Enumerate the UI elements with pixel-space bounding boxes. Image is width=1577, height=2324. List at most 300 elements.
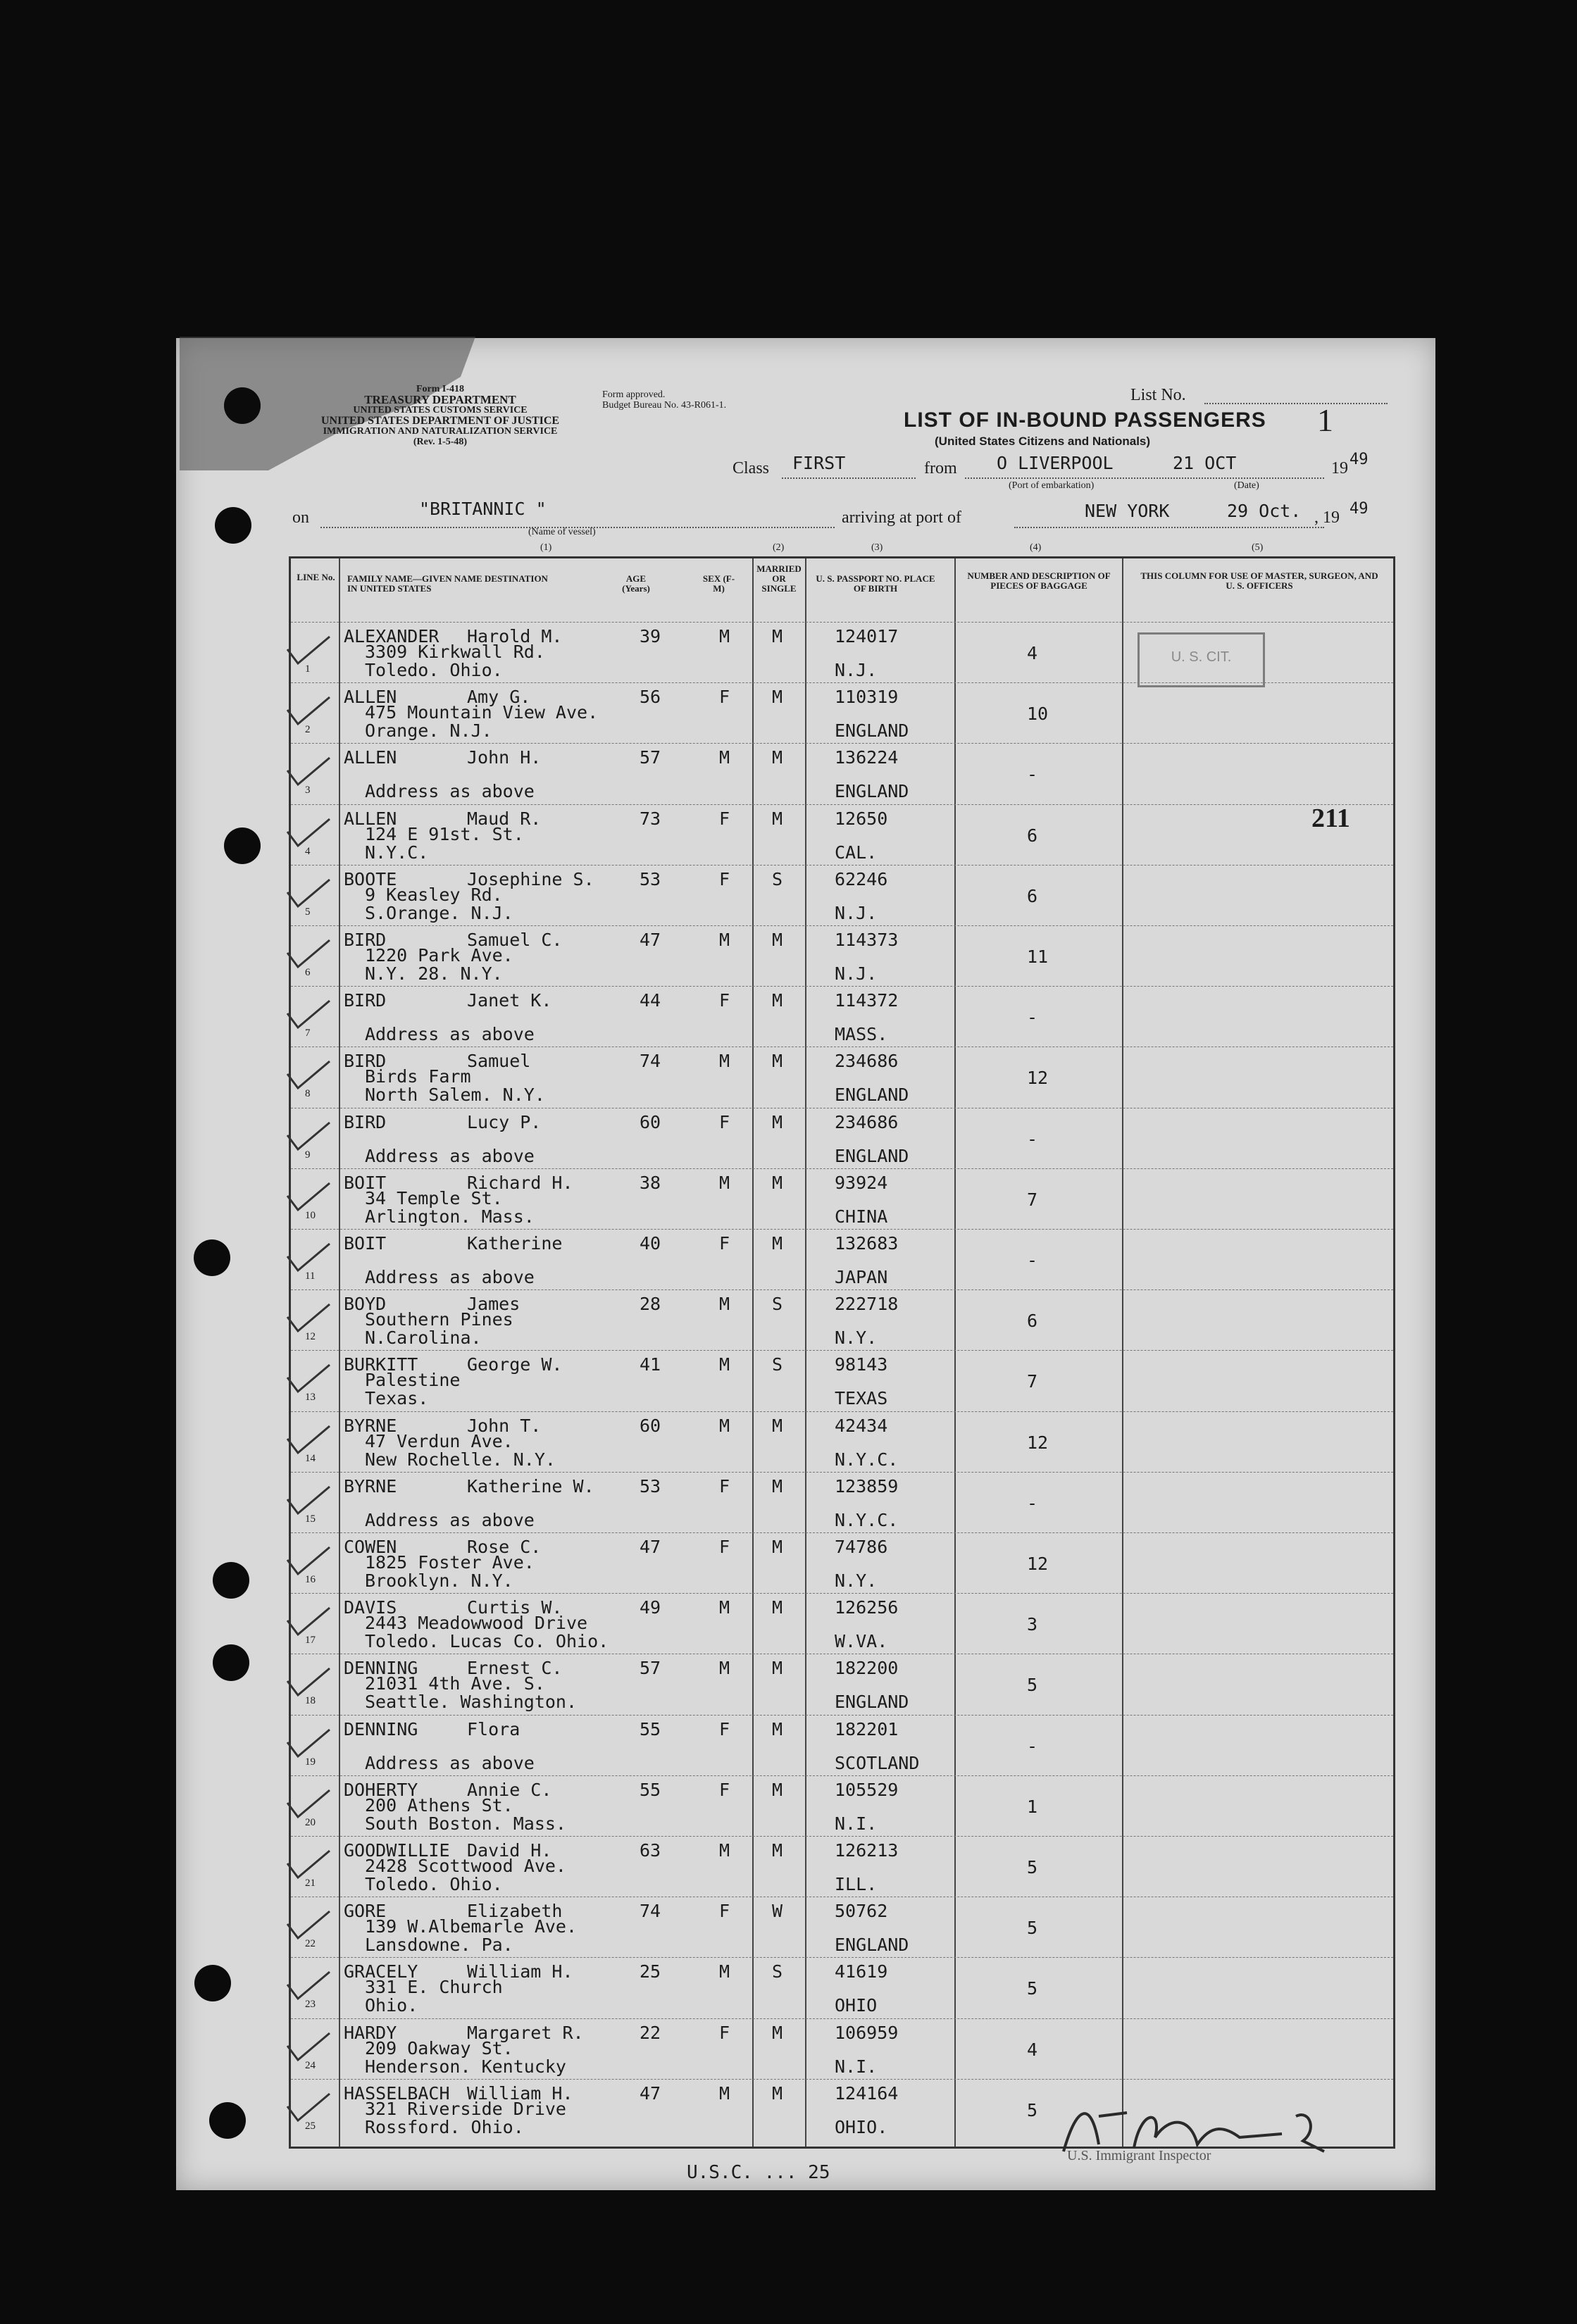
address-line-2: Address as above xyxy=(365,1267,535,1287)
marital-status: M xyxy=(772,930,783,950)
age: 73 xyxy=(640,808,661,829)
sex: M xyxy=(719,1354,730,1375)
baggage-count: - xyxy=(1027,1007,1038,1028)
place-of-birth: JAPAN xyxy=(835,1267,888,1287)
place-of-birth: N.Y.C. xyxy=(835,1509,899,1530)
table-row xyxy=(291,1108,1393,1169)
family-name: BOIT xyxy=(344,1233,387,1254)
passport-number: 114372 xyxy=(835,990,899,1011)
address-line-2: Toledo. Ohio. xyxy=(365,1874,503,1894)
table-row xyxy=(291,986,1393,1047)
table-row xyxy=(291,682,1393,744)
arriving-label: arriving at port of xyxy=(842,508,961,527)
footer-count: U.S.C. ... 25 xyxy=(687,2162,830,2183)
address-line-1: 124 E 91st. St. xyxy=(365,823,524,844)
passport-number: 136224 xyxy=(835,747,899,768)
embark-year: 49 xyxy=(1350,451,1369,468)
marital-status: S xyxy=(772,868,783,889)
class-value: FIRST xyxy=(792,453,846,473)
line-number: 1 xyxy=(305,663,311,675)
place-of-birth: ENGLAND xyxy=(835,1692,909,1713)
passport-number: 126213 xyxy=(835,1840,899,1861)
passport-number: 124017 xyxy=(835,626,899,646)
check-mark-icon xyxy=(284,999,333,1035)
header-name: FAMILY NAME—GIVEN NAME DESTINATION IN UNITED STATES xyxy=(347,573,548,594)
table-row xyxy=(291,804,1393,866)
age: 57 xyxy=(640,747,661,768)
sex: M xyxy=(719,1840,730,1861)
check-mark-icon xyxy=(284,878,333,913)
age: 57 xyxy=(640,1658,661,1679)
address-line-1: 21031 4th Ave. S. xyxy=(365,1673,545,1694)
sex: M xyxy=(719,1051,730,1072)
marginal-number: 211 xyxy=(1311,804,1350,833)
us-citizen-stamp: U. S. CIT. xyxy=(1137,632,1265,687)
check-mark-icon xyxy=(284,1182,333,1217)
place-of-birth: ILL. xyxy=(835,1874,878,1894)
sex: F xyxy=(719,808,730,829)
passport-number: 93924 xyxy=(835,1172,888,1193)
marital-status: M xyxy=(772,1840,783,1861)
arrival-year: 49 xyxy=(1350,500,1369,518)
age: 22 xyxy=(640,2022,661,2043)
table-row xyxy=(291,1654,1393,1715)
col-num-1: (1) xyxy=(540,542,552,553)
passport-number: 222718 xyxy=(835,1294,899,1315)
marital-status: M xyxy=(772,2022,783,2043)
sex: M xyxy=(719,626,730,646)
given-name: Annie C. xyxy=(467,1779,552,1800)
place-of-birth: ENGLAND xyxy=(835,1935,909,1956)
check-mark-icon xyxy=(284,2032,333,2067)
baggage-count: 7 xyxy=(1027,1371,1038,1392)
address-line-1: Palestine xyxy=(365,1370,461,1391)
address-line-2: S.Orange. N.J. xyxy=(365,902,513,923)
check-mark-icon xyxy=(284,818,333,853)
baggage-count: 4 xyxy=(1027,643,1038,663)
passport-number: 123859 xyxy=(835,1475,899,1497)
age: 47 xyxy=(640,930,661,950)
given-name: Josephine S. xyxy=(467,868,594,889)
marital-status: M xyxy=(772,808,783,829)
family-name: HARDY xyxy=(344,2022,397,2043)
line-number: 12 xyxy=(305,1331,316,1343)
address-line-1: 34 Temple St. xyxy=(365,1187,503,1208)
table-row xyxy=(291,1472,1393,1533)
line-number: 4 xyxy=(305,845,311,857)
age: 55 xyxy=(640,1718,661,1739)
line-number: 5 xyxy=(305,906,311,918)
address-line-1: 1825 Foster Ave. xyxy=(365,1552,535,1573)
passport-number: 98143 xyxy=(835,1354,888,1375)
place-of-birth: N.Y.C. xyxy=(835,1449,899,1470)
given-name: Maud R. xyxy=(467,808,542,829)
family-name: GRACELY xyxy=(344,1961,418,1982)
place-of-birth: ENGLAND xyxy=(835,1085,909,1106)
given-name: Katherine xyxy=(467,1233,563,1254)
given-name: Richard H. xyxy=(467,1172,573,1193)
address-line-2: Orange. N.J. xyxy=(365,720,492,742)
col-num-5: (5) xyxy=(1252,542,1264,553)
header-passport: U. S. PASSPORT NO. PLACE OF BIRTH xyxy=(816,573,935,594)
marital-status: M xyxy=(772,687,783,708)
header-line-no: LINE No. xyxy=(297,572,335,582)
address-line-2: Toledo. Lucas Co. Ohio. xyxy=(365,1631,609,1652)
address-line-1: Birds Farm xyxy=(365,1066,471,1087)
passport-number: 50762 xyxy=(835,1901,888,1922)
table-row xyxy=(291,743,1393,804)
passenger-table xyxy=(289,556,1395,2149)
punch-hole xyxy=(194,1965,231,2001)
check-mark-icon xyxy=(284,1606,333,1642)
family-name: ALLEN xyxy=(344,687,397,708)
place-of-birth: OHIO xyxy=(835,1995,878,2016)
passport-number: 42434 xyxy=(835,1415,888,1436)
age: 47 xyxy=(640,1537,661,1557)
address-line-2: New Rochelle. N.Y. xyxy=(365,1449,556,1470)
line-number: 22 xyxy=(305,1938,316,1950)
given-name: Curtis W. xyxy=(467,1597,563,1618)
sex: F xyxy=(719,990,730,1011)
sex: M xyxy=(719,1597,730,1618)
line-number: 19 xyxy=(305,1756,316,1768)
vessel-name: "BRITANNIC " xyxy=(419,499,547,519)
place-of-birth: N.J. xyxy=(835,660,878,680)
form-approval xyxy=(602,389,785,411)
baggage-count: 11 xyxy=(1027,947,1049,967)
table-row xyxy=(291,1593,1393,1654)
port-caption: (Port of embarkation) xyxy=(1009,480,1095,491)
sex: F xyxy=(719,2022,730,2043)
baggage-count: 12 xyxy=(1027,1554,1049,1574)
customs-service: UNITED STATES CUSTOMS SERVICE xyxy=(353,405,528,416)
baggage-count: 10 xyxy=(1027,704,1049,725)
line-number: 24 xyxy=(305,2059,316,2071)
family-name: BYRNE xyxy=(344,1415,397,1436)
table-row xyxy=(291,2018,1393,2080)
place-of-birth: N.Y. xyxy=(835,1570,878,1591)
baggage-count: 7 xyxy=(1027,1189,1038,1210)
age: 53 xyxy=(640,1475,661,1497)
baggage-count: 5 xyxy=(1027,2099,1038,2120)
table-row xyxy=(291,925,1393,987)
table-row xyxy=(291,1897,1393,1958)
document-subtitle: (United States Citizens and Nationals) xyxy=(935,435,1151,448)
address-line-1: 1220 Park Ave. xyxy=(365,945,513,966)
given-name: Margaret R. xyxy=(467,2022,584,2043)
passport-number: 234686 xyxy=(835,1111,899,1132)
place-of-birth: CHINA xyxy=(835,1206,888,1227)
document-title: LIST OF IN-BOUND PASSENGERS xyxy=(904,408,1266,432)
given-name: William H. xyxy=(467,1961,573,1982)
line-number: 16 xyxy=(305,1574,316,1585)
punch-hole xyxy=(215,507,251,544)
family-name: BIRD xyxy=(344,930,387,950)
age: 60 xyxy=(640,1111,661,1132)
age: 47 xyxy=(640,2082,661,2104)
check-mark-icon xyxy=(284,1728,333,1763)
given-name: William H. xyxy=(467,2082,573,2104)
sex: M xyxy=(719,1172,730,1193)
embarkation-date: 21 OCT xyxy=(1173,453,1237,473)
sex: M xyxy=(719,1961,730,1982)
sex: F xyxy=(719,1901,730,1922)
sex: M xyxy=(719,1415,730,1436)
address-line-2: Arlington. Mass. xyxy=(365,1206,535,1227)
check-mark-icon xyxy=(284,1060,333,1095)
address-line-1: 331 E. Church xyxy=(365,1977,503,1998)
address-line-2: Seattle. Washington. xyxy=(365,1692,578,1713)
line-number: 8 xyxy=(305,1088,311,1100)
sex: M xyxy=(719,2082,730,2104)
line-number: 2 xyxy=(305,724,311,736)
place-of-birth: N.J. xyxy=(835,902,878,923)
passport-number: 124164 xyxy=(835,2082,899,2104)
table-row xyxy=(291,1350,1393,1411)
address-line-1: 475 Mountain View Ave. xyxy=(365,702,599,723)
punch-hole xyxy=(224,387,261,424)
baggage-count: 5 xyxy=(1027,1675,1038,1696)
given-name: Ernest C. xyxy=(467,1658,563,1679)
place-of-birth: TEXAS xyxy=(835,1388,888,1409)
address-line-1: 2428 Scottwood Ave. xyxy=(365,1856,566,1876)
sex: F xyxy=(719,868,730,889)
marital-status: M xyxy=(772,1111,783,1132)
baggage-count: 6 xyxy=(1027,1311,1038,1332)
address-line-1: Southern Pines xyxy=(365,1309,513,1330)
family-name: DOHERTY xyxy=(344,1779,418,1800)
header-sex: SEX (F-M) xyxy=(702,573,735,594)
check-mark-icon xyxy=(284,1789,333,1824)
passport-number: 234686 xyxy=(835,1051,899,1072)
place-of-birth: N.I. xyxy=(835,2056,878,2077)
check-mark-icon xyxy=(284,1485,333,1520)
family-name: DAVIS xyxy=(344,1597,397,1618)
check-mark-icon xyxy=(284,1970,333,2006)
sex: F xyxy=(719,1475,730,1497)
line-number: 23 xyxy=(305,1999,316,2011)
age: 60 xyxy=(640,1415,661,1436)
punch-hole xyxy=(194,1239,230,1276)
line-number: 18 xyxy=(305,1695,316,1707)
col-num-4: (4) xyxy=(1030,542,1042,553)
check-mark-icon xyxy=(284,696,333,731)
table-row xyxy=(291,1957,1393,2018)
address-line-2: N.Y.C. xyxy=(365,842,429,863)
header-officers: THIS COLUMN FOR USE OF MASTER, SURGEON, AND U. S. OFFICERS xyxy=(1140,570,1378,591)
family-name: BIRD xyxy=(344,1111,387,1132)
baggage-count: 5 xyxy=(1027,1918,1038,1939)
address-line-1: 3309 Kirkwall Rd. xyxy=(365,642,545,662)
given-name: Harold M. xyxy=(467,626,563,646)
marital-status: S xyxy=(772,1961,783,1982)
address-line-2: Address as above xyxy=(365,1145,535,1166)
marital-status: M xyxy=(772,1415,783,1436)
place-of-birth: MASS. xyxy=(835,1024,888,1045)
from-label: from xyxy=(924,459,957,477)
family-name: DENNING xyxy=(344,1658,418,1679)
department-header xyxy=(285,384,595,447)
marital-status: M xyxy=(772,1658,783,1679)
arrival-year-prefix: , 19 xyxy=(1314,508,1340,527)
sex: F xyxy=(719,1111,730,1132)
baggage-count: 6 xyxy=(1027,885,1038,906)
date-caption: (Date) xyxy=(1234,480,1259,491)
baggage-count: 4 xyxy=(1027,2039,1038,2060)
punch-hole xyxy=(224,827,261,864)
place-of-birth: OHIO. xyxy=(835,2116,888,2137)
given-name: James xyxy=(467,1294,521,1315)
sex: F xyxy=(719,1718,730,1739)
marital-status: M xyxy=(772,990,783,1011)
given-name: Janet K. xyxy=(467,990,552,1011)
baggage-count: 5 xyxy=(1027,1857,1038,1878)
check-mark-icon xyxy=(284,1849,333,1885)
family-name: BOOTE xyxy=(344,868,397,889)
vessel-caption: (Name of vessel) xyxy=(528,527,596,537)
address-line-2: Brooklyn. N.Y. xyxy=(365,1570,513,1591)
on-label: on xyxy=(292,508,309,527)
place-of-birth: W.VA. xyxy=(835,1631,888,1652)
passport-number: 62246 xyxy=(835,868,888,889)
sex: M xyxy=(719,1658,730,1679)
baggage-count: 12 xyxy=(1027,1432,1049,1453)
passport-number: 182200 xyxy=(835,1658,899,1679)
given-name: David H. xyxy=(467,1840,552,1861)
check-mark-icon xyxy=(284,1363,333,1399)
address-line-2: North Salem. N.Y. xyxy=(365,1085,545,1106)
arrival-port: NEW YORK xyxy=(1085,501,1170,521)
passport-number: 110319 xyxy=(835,687,899,708)
baggage-count: 12 xyxy=(1027,1068,1049,1089)
punch-hole xyxy=(213,1562,249,1599)
passport-number: 105529 xyxy=(835,1779,899,1800)
baggage-count: - xyxy=(1027,1250,1038,1270)
given-name: Flora xyxy=(467,1718,521,1739)
age: 53 xyxy=(640,868,661,889)
check-mark-icon xyxy=(284,1425,333,1460)
given-name: John T. xyxy=(467,1415,542,1436)
place-of-birth: N.J. xyxy=(835,963,878,984)
check-mark-icon xyxy=(284,2092,333,2128)
given-name: George W. xyxy=(467,1354,563,1375)
punch-hole xyxy=(209,2102,246,2139)
family-name: BOYD xyxy=(344,1294,387,1315)
given-name: Lucy P. xyxy=(467,1111,542,1132)
table-row xyxy=(291,1836,1393,1897)
col-num-3: (3) xyxy=(871,542,883,553)
line-number: 13 xyxy=(305,1392,316,1404)
check-mark-icon xyxy=(284,939,333,974)
table-row xyxy=(291,1168,1393,1230)
passport-number: 12650 xyxy=(835,808,888,829)
marital-status: M xyxy=(772,1537,783,1557)
baggage-count: - xyxy=(1027,1492,1038,1513)
passport-number: 41619 xyxy=(835,1961,888,1982)
baggage-count: 6 xyxy=(1027,825,1038,846)
embark-year-prefix: 19 xyxy=(1331,459,1348,477)
family-name: BIRD xyxy=(344,1051,387,1072)
age: 28 xyxy=(640,1294,661,1315)
address-line-2: Address as above xyxy=(365,1509,535,1530)
address-line-1: 9 Keasley Rd. xyxy=(365,884,503,905)
list-number-line xyxy=(1204,403,1388,404)
line-number: 11 xyxy=(305,1270,316,1282)
address-line-2: Rossford. Ohio. xyxy=(365,2116,524,2137)
port-of-embarkation: O LIVERPOOL xyxy=(997,453,1114,473)
arrival-line xyxy=(1014,527,1324,528)
family-name: GOODWILLIE xyxy=(344,1840,450,1861)
passport-number: 74786 xyxy=(835,1537,888,1557)
family-name: ALLEN xyxy=(344,808,397,829)
address-line-2: Texas. xyxy=(365,1388,429,1409)
given-name: Elizabeth xyxy=(467,1901,563,1922)
given-name: Samuel xyxy=(467,1051,531,1072)
address-line-1: 47 Verdun Ave. xyxy=(365,1430,513,1451)
header-age: AGE (Years) xyxy=(622,573,650,594)
age: 74 xyxy=(640,1901,661,1922)
marital-status: M xyxy=(772,1718,783,1739)
marital-status: M xyxy=(772,1172,783,1193)
line-number: 7 xyxy=(305,1027,311,1039)
list-number-label: List No. xyxy=(1130,386,1186,404)
family-name: COWEN xyxy=(344,1537,397,1557)
passport-number: 106959 xyxy=(835,2022,899,2043)
check-mark-icon xyxy=(284,756,333,792)
sex: M xyxy=(719,1294,730,1315)
passport-number: 182201 xyxy=(835,1718,899,1739)
baggage-count: 5 xyxy=(1027,1978,1038,1999)
arrival-date: 29 Oct. xyxy=(1227,501,1302,521)
address-line-1: 2443 Meadowwood Drive xyxy=(365,1613,588,1634)
address-line-2: N.Y. 28. N.Y. xyxy=(365,963,503,984)
treasury-dept: TREASURY DEPARTMENT xyxy=(364,393,516,406)
address-line-2: Address as above xyxy=(365,1752,535,1773)
form-number: Form I-418 xyxy=(416,384,465,394)
line-number: 10 xyxy=(305,1209,316,1221)
address-line-2: Toledo. Ohio. xyxy=(365,660,503,680)
family-name: GORE xyxy=(344,1901,387,1922)
line-number: 17 xyxy=(305,1635,316,1647)
marital-status: M xyxy=(772,1051,783,1072)
family-name: HASSELBACH xyxy=(344,2082,450,2104)
place-of-birth: N.I. xyxy=(835,1813,878,1834)
sex: F xyxy=(719,1233,730,1254)
line-number: 14 xyxy=(305,1452,316,1464)
check-mark-icon xyxy=(284,1546,333,1581)
address-line-2: Lansdowne. Pa. xyxy=(365,1935,513,1956)
age: 63 xyxy=(640,1840,661,1861)
table-row xyxy=(291,1047,1393,1108)
given-name: Amy G. xyxy=(467,687,531,708)
family-name: DENNING xyxy=(344,1718,418,1739)
passport-number: 132683 xyxy=(835,1233,899,1254)
line-number: 15 xyxy=(305,1513,316,1525)
marital-status: S xyxy=(772,1294,783,1315)
age: 40 xyxy=(640,1233,661,1254)
revision: (Rev. 1-5-48) xyxy=(413,437,468,447)
marital-status: M xyxy=(772,2082,783,2104)
check-mark-icon xyxy=(284,635,333,670)
place-of-birth: CAL. xyxy=(835,842,878,863)
marital-status: M xyxy=(772,1779,783,1800)
check-mark-icon xyxy=(284,1667,333,1702)
passport-number: 126256 xyxy=(835,1597,899,1618)
budget-bureau: Budget Bureau No. 43-R061-1. xyxy=(602,400,727,411)
marital-status: W xyxy=(772,1901,783,1922)
age: 49 xyxy=(640,1597,661,1618)
sex: M xyxy=(719,747,730,768)
